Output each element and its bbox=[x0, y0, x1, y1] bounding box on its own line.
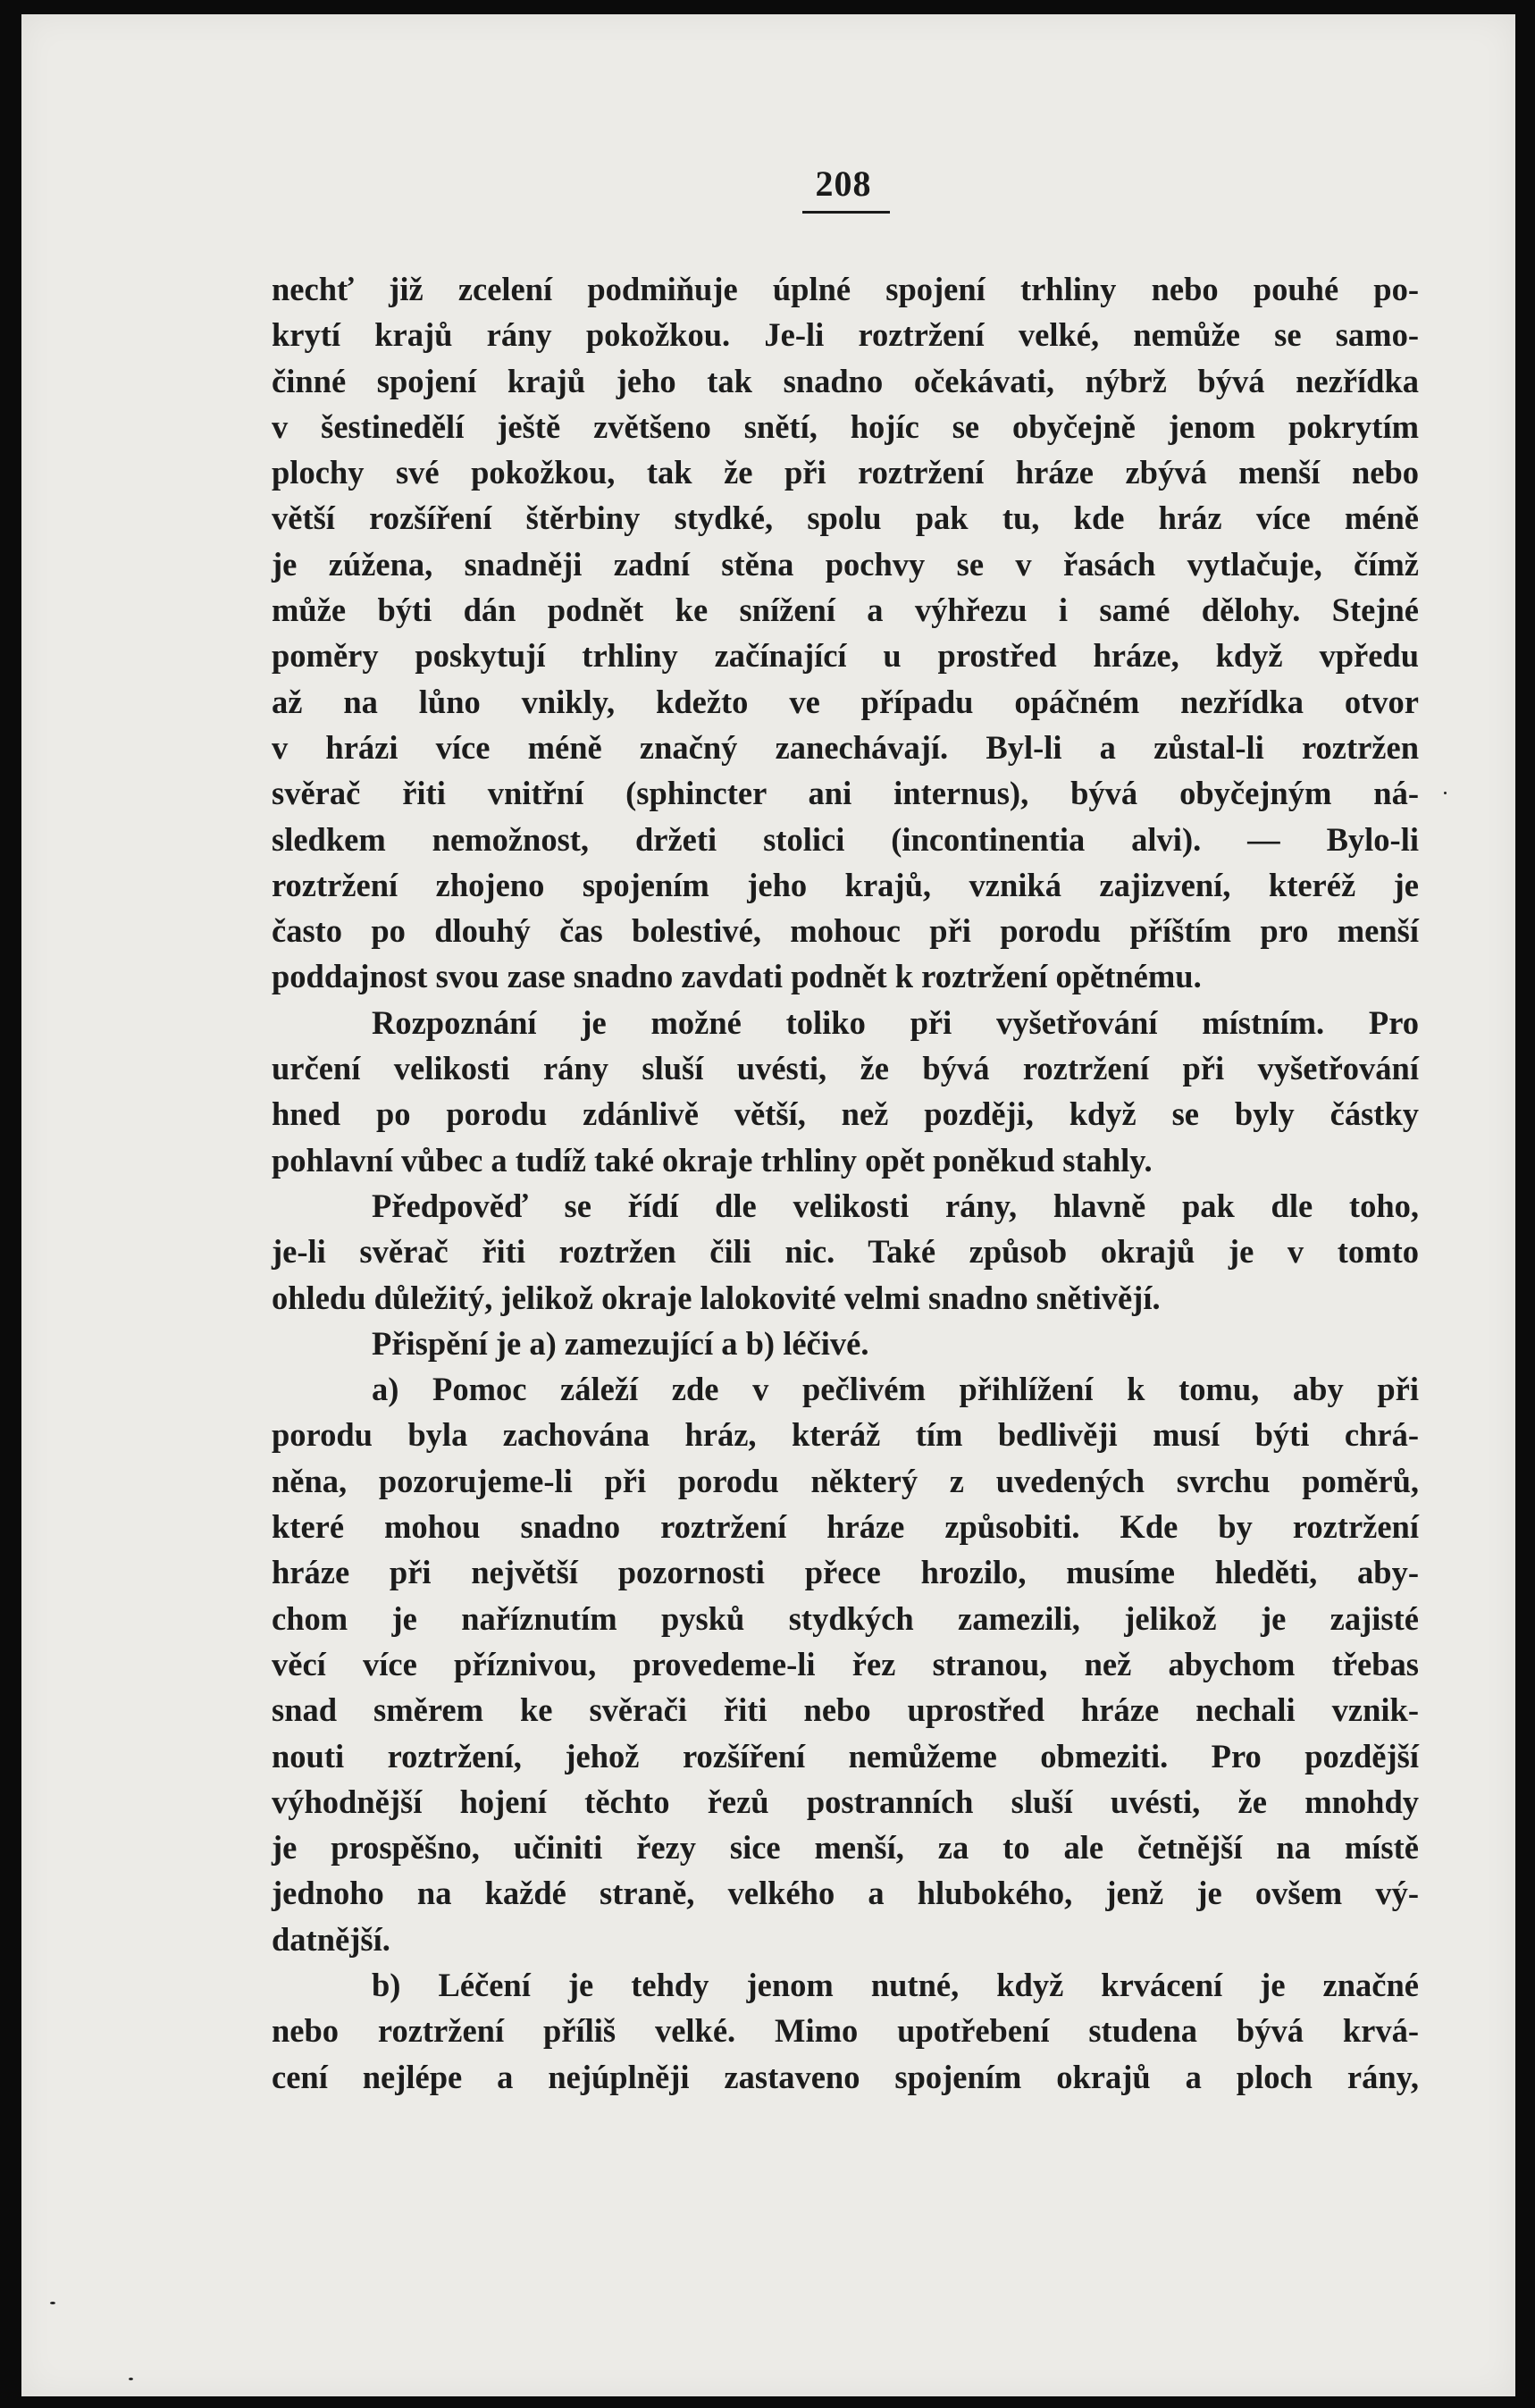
text-line: činné spojení krajů jeho tak snadno očekávati, nýbrž bývá nezřídka bbox=[272, 362, 1419, 399]
text-line: krytí krajů rány pokožkou. Je-li roztržení velké, nemůže se samo- bbox=[272, 316, 1419, 354]
text-line: výhodnější hojení těchto řezů postranních sluší uvésti, že mnohdy bbox=[272, 1783, 1419, 1820]
page-number-underline bbox=[802, 211, 890, 214]
text-line: často po dlouhý čas bolestivé, mohouc při porodu příštím pro menší bbox=[272, 912, 1419, 950]
text-line: větší rozšíření štěrbiny stydké, spolu pak tu, kde hráz více méně bbox=[272, 499, 1419, 537]
text-line: je-li svěrač řiti roztržen čili nic. Také způsob okrajů je v tomto bbox=[272, 1233, 1419, 1271]
text-line: plochy své pokožkou, tak že při roztržení hráze zbývá menší nebo bbox=[272, 454, 1419, 491]
print-speck bbox=[1444, 792, 1447, 794]
text-line: nechť již zcelení podmiňuje úplné spojení trhliny nebo pouhé po- bbox=[272, 271, 1419, 307]
text-line: chom je naříznutím pysků stydkých zamezili, jelikož je zajisté bbox=[272, 1599, 1419, 1637]
text-line: pohlavní vůbec a tudíž také okraje trhliny opět poněkud stahly. bbox=[272, 1141, 1153, 1179]
text-line: které mohou snadno roztržení hráze způsobiti. Kde by roztržení bbox=[272, 1508, 1419, 1546]
text-line: určení velikosti rány sluší uvésti, že bývá roztržení při vyšetřování bbox=[272, 1050, 1419, 1087]
text-line: cení nejlépe a nejúplněji zastaveno spojením okrajů a ploch rány, bbox=[272, 2058, 1419, 2095]
text-line: roztržení zhojeno spojením jeho krajů, vzniká zajizvení, kteréž je bbox=[272, 866, 1419, 903]
text-line: až na lůno vnikly, kdežto ve případu opáčném nezřídka otvor bbox=[272, 683, 1419, 720]
text-line: b) Léčení je tehdy jenom nutné, když krvácení je značné bbox=[372, 1966, 1419, 2003]
text-line: něna, pozorujeme-li při porodu některý z uvedených svrchu poměrů, bbox=[272, 1462, 1419, 1499]
text-line: Předpověď se řídí dle velikosti rány, hlavně pak dle toho, bbox=[372, 1187, 1419, 1224]
text-line: svěrač řiti vnitřní (sphincter ani internus), bývá obyčejným ná- bbox=[272, 775, 1419, 812]
print-speck bbox=[129, 2378, 133, 2380]
text-line: a) Pomoc záleží zde v pečlivém přihlížení k tomu, aby při bbox=[372, 1371, 1419, 1408]
text-line: sledkem nemožnost, držeti stolici (incontinentia alvi). — Bylo-li bbox=[272, 820, 1419, 858]
text-line: poměry poskytují trhliny začínající u prostřed hráze, když vpředu bbox=[272, 637, 1419, 675]
text-line: je prospěšno, učiniti řezy sice menší, za to ale četnější na místě bbox=[272, 1829, 1419, 1867]
print-speck bbox=[50, 2302, 55, 2304]
text-line: v hrázi více méně značný zanechávají. Byl-li a zůstal-li roztržen bbox=[272, 728, 1419, 766]
text-line: jednoho na každé straně, velkého a hlubokého, jenž je ovšem vý- bbox=[272, 1875, 1419, 1912]
text-line: Rozpoznání je možné toliko při vyšetřování místním. Pro bbox=[372, 1003, 1419, 1041]
body-text bbox=[272, 266, 1419, 2100]
text-line: snad směrem ke svěrači řiti nebo uprostřed hráze nechali vznik- bbox=[272, 1691, 1419, 1729]
text-line: je zúžena, snadněji zadní stěna pochvy se v řasách vytlačuje, čímž bbox=[272, 545, 1419, 583]
text-line: v šestinedělí ještě zvětšeno snětí, hojíc se obyčejně jenom pokrytím bbox=[272, 407, 1419, 445]
text-line: může býti dán podnět ke snížení a výhřezu i samé dělohy. Stejné bbox=[272, 592, 1419, 629]
text-line: nebo roztržení příliš velké. Mimo upotřebení studena bývá krvá- bbox=[272, 2012, 1419, 2050]
page-number: 208 bbox=[815, 164, 872, 204]
text-line: porodu byla zachována hráz, kteráž tím bedlivěji musí býti chrá- bbox=[272, 1416, 1419, 1454]
book-page bbox=[21, 14, 1515, 2396]
text-line: Přispění je a) zamezující a b) léčivé. bbox=[372, 1324, 869, 1362]
text-line: hned po porodu zdánlivě větší, než později, když se byly částky bbox=[272, 1095, 1419, 1133]
text-line: hráze při největší pozornosti přece hrozilo, musíme hleděti, aby- bbox=[272, 1554, 1419, 1591]
text-line: datnější. bbox=[272, 1920, 390, 1958]
text-line: nouti roztržení, jehož rozšíření nemůžeme obmeziti. Pro pozdější bbox=[272, 1737, 1419, 1775]
text-line: ohledu důležitý, jelikož okraje lalokovité velmi snadno snětivějí. bbox=[272, 1279, 1161, 1316]
text-line: poddajnost svou zase snadno zavdati podnět k roztržení opětnému. bbox=[272, 958, 1202, 995]
text-line: věcí více příznivou, provedeme-li řez stranou, než abychom třebas bbox=[272, 1645, 1419, 1682]
